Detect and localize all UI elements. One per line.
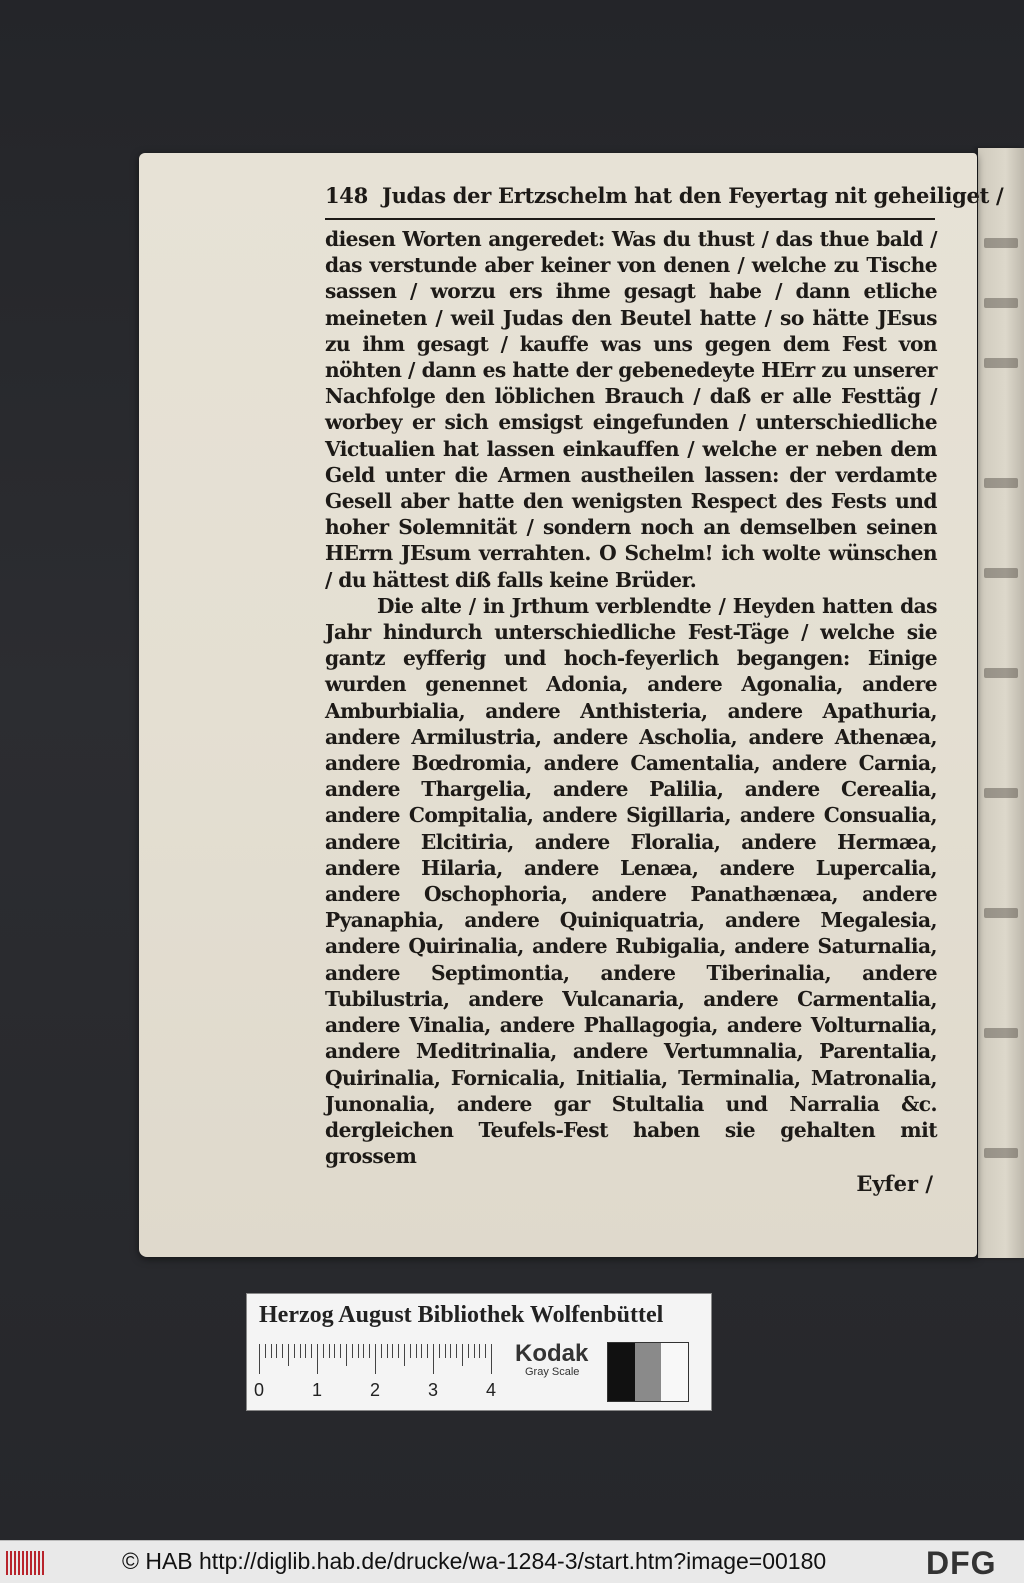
ruler-tick: [340, 1344, 341, 1358]
body-text: [325, 226, 937, 1169]
gray-swatch-black: [608, 1343, 635, 1401]
library-name: Herzog August Bibliothek Wolfenbüttel: [259, 1302, 664, 1328]
ruler-tick: [265, 1344, 266, 1358]
ruler-tick: [468, 1344, 469, 1358]
barcode-icon: [6, 1551, 46, 1575]
next-page-text-fragment: [984, 668, 1018, 678]
color-target-card: [246, 1293, 712, 1411]
ruler-tick: [352, 1344, 353, 1358]
ruler-tick: [479, 1344, 480, 1358]
ruler-tick: [456, 1344, 457, 1358]
ruler-tick: [323, 1344, 324, 1358]
ruler-tick: [300, 1344, 301, 1358]
ruler-tick: [369, 1344, 370, 1358]
ruler-tick: [445, 1344, 446, 1358]
scale-ruler: [254, 1344, 499, 1400]
gray-swatch-white: [661, 1343, 688, 1401]
ruler-tick: [271, 1344, 272, 1358]
source-link[interactable]: © HAB http://diglib.hab.de/drucke/wa-1284-3/start.htm?image=00180: [122, 1548, 827, 1574]
ruler-number: 2: [370, 1380, 381, 1400]
footer-bar: [0, 1540, 1024, 1583]
next-page-text-fragment: [984, 298, 1018, 308]
header-rule: [325, 218, 935, 220]
ruler-tick: [358, 1344, 359, 1358]
ruler-tick: [282, 1344, 283, 1358]
next-page-text-fragment: [984, 1028, 1018, 1038]
next-page-edge: [978, 148, 1024, 1258]
next-page-text-fragment: [984, 908, 1018, 918]
book-page: [139, 153, 1004, 1257]
ruler-tick: [259, 1344, 260, 1374]
ruler-number: 3: [428, 1380, 439, 1400]
gray-scale-swatches: [607, 1342, 689, 1402]
running-head-title: Judas der Ertzschelm hat den Feyertag nit geheiliget /: [381, 183, 1004, 208]
ruler-tick: [421, 1344, 422, 1358]
ruler-tick: [334, 1344, 335, 1358]
ruler-tick: [387, 1344, 388, 1358]
next-page-text-fragment: [984, 238, 1018, 248]
ruler-tick: [398, 1344, 399, 1358]
kodak-subtitle: Gray Scale: [525, 1366, 580, 1378]
dfg-logo: DFG: [926, 1545, 997, 1581]
kodak-logo: Kodak: [515, 1340, 589, 1367]
ruler-tick: [410, 1344, 411, 1358]
catchword: Eyfer /: [856, 1171, 933, 1197]
ruler-tick: [311, 1344, 312, 1358]
ruler-number: 4: [486, 1380, 497, 1400]
ruler-tick: [305, 1344, 306, 1358]
ruler-tick: [329, 1344, 330, 1358]
ruler-tick: [346, 1344, 347, 1366]
ruler-tick: [491, 1344, 492, 1374]
next-page-text-fragment: [984, 1148, 1018, 1158]
gray-swatch-mid: [635, 1343, 662, 1401]
ruler-tick: [462, 1344, 463, 1366]
next-page-text-fragment: [984, 478, 1018, 488]
ruler-tick: [381, 1344, 382, 1358]
ruler-number: 0: [254, 1380, 265, 1400]
next-page-text-fragment: [984, 358, 1018, 368]
ruler-tick: [439, 1344, 440, 1358]
ruler-tick: [416, 1344, 417, 1358]
ruler-tick: [375, 1344, 376, 1374]
ruler-tick: [363, 1344, 364, 1358]
ruler-tick: [474, 1344, 475, 1358]
ruler-tick: [276, 1344, 277, 1358]
next-page-text-fragment: [984, 568, 1018, 578]
paragraph: Die alte / in Jrthum verblendte / Heyden hatten das Jahr hindurch unterschiedliche Fest-Täge / welche sie gantz eyfferig und hoch-feyerlich begangen: Einige wurden genennet Adonia, andere Agonalia, andere Amburbialia, andere Anthisteria, andere Apathuria, andere Armilustria, andere Ascholia, andere Athenæa, andere Bœdromia, andere Camentalia, andere Carnia, andere Thargelia, andere Palilia, andere Cerealia, andere Compitalia, andere Sigillaria, andere Consualia, andere Elcitiria, andere Floralia, andere Hermæa, andere Hilaria, andere Lenæa, andere Lupercalia, andere Oschophoria, andere Panathænæa, andere Pyanaphia, andere Quiniquatria, andere Megalesia, andere Quirinalia, andere Rubigalia, andere Saturnalia, andere Septimontia, andere Tiberinalia, andere Tubilustria, andere Vulcanaria, andere Carmentalia, andere Vinalia, andere Phallagogia, andere Volturnalia, andere Meditrinalia, andere Vertumnalia, Parentalia, Quirinalia, Fornicalia, Initialia, Terminalia, Matronalia, Junonalia, andere gar Stultalia und Narralia &c. dergleichen Teufels-Fest haben sie gehalten mit grossem: [325, 593, 937, 1169]
page-content: [325, 183, 1004, 1197]
ruler-tick: [288, 1344, 289, 1366]
next-page-text-fragment: [984, 788, 1018, 798]
ruler-tick: [450, 1344, 451, 1358]
ruler-tick: [485, 1344, 486, 1358]
ruler-tick: [404, 1344, 405, 1366]
ruler-tick: [433, 1344, 434, 1374]
page-number: 148: [325, 183, 368, 208]
ruler-number: 1: [312, 1380, 323, 1400]
paragraph: diesen Worten angeredet: Was du thust / das thue bald / das verstunde aber keiner von denen / welche zu Tische sassen / worzu ers ihme gesagt habe / dann etliche meineten / weil Judas den Beutel hatte / so hätte JEsus zu ihm gesagt / kauffe was uns gegen dem Fest von nöhten / dann es hatte der gebenedeyte HErr zu unserer Nachfolge den löblichen Brauch / daß er alle Festtäg / worbey er sich emsigst eingefunden / unterschiedliche Victualien hat lassen einkauffen / welche er neben dem Geld unter die Armen austheilen lassen: der verdamte Gesell aber hatte den wenigsten Respect des Fests und hoher Solemnität / sondern noch an demselben seinen HErrn JEsum verrahten. O Schelm! ich wolte wünschen / du hättest diß falls keine Brüder.: [325, 227, 937, 592]
running-head: [325, 183, 1004, 208]
ruler-tick: [427, 1344, 428, 1358]
ruler-tick: [294, 1344, 295, 1358]
ruler-tick: [392, 1344, 393, 1358]
ruler-tick: [317, 1344, 318, 1374]
